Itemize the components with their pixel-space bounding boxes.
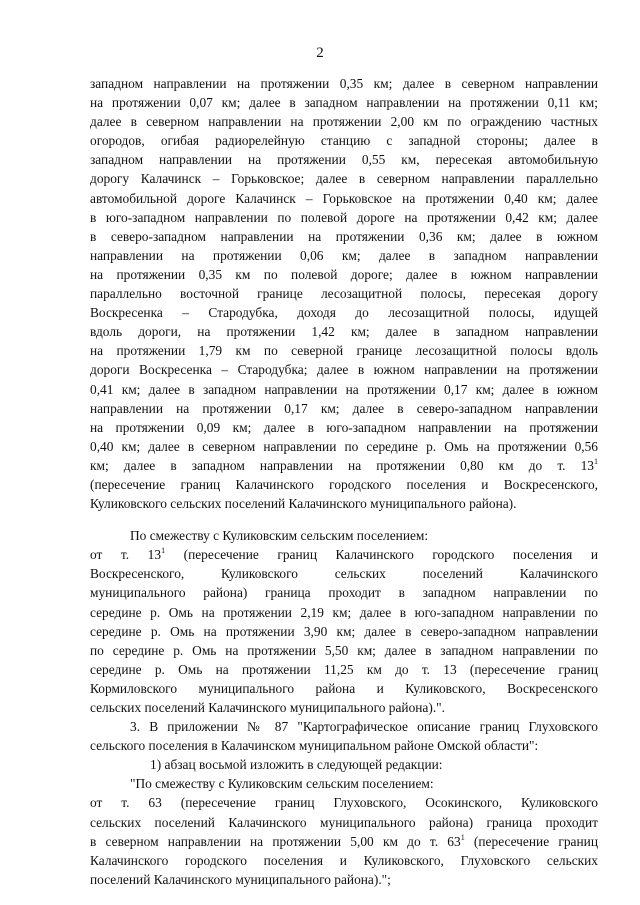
text-line-content: Куликовского сельских поселений Калачинского муниципального района). bbox=[90, 496, 517, 512]
text-line-content: 3. В приложении № 87 "Картографическое описание границ Глуховского bbox=[130, 719, 598, 735]
text-line bbox=[90, 717, 598, 736]
document-body bbox=[90, 74, 598, 889]
text-line-content: на протяжении 1,79 км по северной границе лесозащитной полосы вдоль bbox=[90, 343, 598, 359]
text-line-content: на протяжении 0,09 км; далее в юго-западном направлении на протяжении bbox=[90, 419, 598, 435]
text-line bbox=[90, 622, 598, 641]
text-line-content: "По смежеству с Куликовским сельским поселением: bbox=[130, 776, 434, 792]
text-line-content: км; далее в западном направлении на протяжении 0,80 км до т. 13 bbox=[90, 457, 594, 473]
text-line bbox=[90, 526, 598, 545]
text-line-content: Воскресенского, Куликовского сельских поселений Калачинского bbox=[90, 566, 598, 582]
text-line-content: середине р. Омь на протяжении 2,19 км; далее в юго-западном направлении по bbox=[90, 604, 598, 620]
text-line bbox=[90, 360, 598, 379]
text-line-content: дороги Воскресенка – Стародубка; далее в южном направлении на протяжении bbox=[90, 362, 598, 378]
text-line bbox=[90, 456, 598, 475]
text-line bbox=[90, 227, 598, 246]
text-line bbox=[90, 755, 598, 774]
text-line bbox=[90, 131, 598, 150]
text-line bbox=[90, 545, 598, 564]
text-line-content: на протяжении 0,07 км; далее в западном направлении на протяжении 0,11 км; bbox=[90, 95, 598, 111]
text-line bbox=[90, 380, 598, 399]
text-line-continuation: (пересечение границ Калачинского городского поселения и bbox=[165, 547, 599, 563]
text-line bbox=[90, 494, 598, 513]
text-line-content: в юго-западном направлении по полевой дороге на протяжении 0,42 км; далее bbox=[90, 209, 598, 225]
text-line-content: в северо-западном направлении на протяжении 0,36 км; далее в южном bbox=[90, 228, 598, 244]
text-line bbox=[90, 583, 598, 602]
text-line-content: по середине р. Омь на протяжении 5,50 км; далее в западном направлении по bbox=[90, 642, 598, 658]
superscript-mark: 1 bbox=[161, 546, 166, 556]
text-line bbox=[90, 399, 598, 418]
text-line-content: далее в северном направлении на протяжении 2,00 км по ограждению частных bbox=[90, 114, 598, 130]
text-line bbox=[90, 641, 598, 660]
page-number: 2 bbox=[316, 45, 324, 61]
superscript-mark: 1 bbox=[594, 456, 598, 466]
text-line bbox=[90, 322, 598, 341]
text-line-content: сельских поселений Калачинского муниципального района) граница проходит bbox=[90, 814, 598, 830]
text-line-content: 0,40 км; далее в северном направлении по середине р. Омь на протяжении 0,56 bbox=[90, 438, 598, 454]
text-line bbox=[90, 793, 598, 812]
text-line-content: направлении на протяжении 0,17 км; далее в северо-западном направлении bbox=[90, 400, 598, 416]
text-line-content: вдоль дороги, на протяжении 1,42 км; далее в западном направлении bbox=[90, 324, 598, 340]
text-line bbox=[90, 303, 598, 322]
text-line bbox=[90, 679, 598, 698]
text-line-content: западном направлении на протяжении 0,55 км, пересекая автомобильную bbox=[90, 152, 598, 168]
text-line bbox=[90, 284, 598, 303]
text-line-content: на протяжении 0,35 км по полевой дороге; далее в южном направлении bbox=[90, 266, 598, 282]
text-line-content: в северном направлении на протяжении 5,00 км до т. 63 bbox=[90, 833, 461, 849]
text-line-content: сельского поселения в Калачинском муниципальном районе Омской области": bbox=[90, 738, 539, 754]
text-line bbox=[90, 189, 598, 208]
text-line-content: По смежеству с Куликовским сельским поселением: bbox=[130, 528, 429, 544]
text-line-content: от т. 63 (пересечение границ Глуховского, Осокинского, Куликовского bbox=[90, 795, 598, 811]
text-line bbox=[90, 150, 598, 169]
text-line-content: 1) абзац восьмой изложить в следующей редакции: bbox=[150, 757, 443, 773]
text-line-continuation: (пересечение границ bbox=[464, 833, 598, 849]
text-line-content: середине р. Омь на протяжении 11,25 км до т. 13 (пересечение границ bbox=[90, 661, 598, 677]
text-line bbox=[90, 112, 598, 131]
text-line bbox=[90, 603, 598, 622]
text-line-content: Воскресенка – Стародубка, доходя до лесозащитной полосы, идущей bbox=[90, 305, 598, 321]
paragraph-gap bbox=[90, 513, 598, 526]
text-line-content: середине р. Омь на протяжении 3,90 км; далее в северо-западном направлении bbox=[90, 623, 598, 639]
text-line-content: автомобильной дороге Калачинск – Горьковское на протяжении 0,40 км; далее bbox=[90, 190, 598, 206]
text-line bbox=[90, 341, 598, 360]
text-line bbox=[90, 832, 598, 851]
text-line-content: направлении на протяжении 0,06 км; далее в западном направлении bbox=[90, 247, 598, 263]
text-line-content: огородов, огибая радиорелейную станцию с западной стороны; далее в bbox=[90, 133, 598, 149]
text-line-content: поселений Калачинского муниципального района)."; bbox=[90, 871, 391, 887]
text-line-content: параллельно восточной границе лесозащитной полосы, пересекая дорогу bbox=[90, 286, 598, 302]
text-line bbox=[90, 736, 598, 755]
text-line-content: Кормиловского муниципального района и Куликовского, Воскресенского bbox=[90, 680, 598, 696]
text-line bbox=[90, 564, 598, 583]
text-line bbox=[90, 74, 598, 93]
text-line bbox=[90, 813, 598, 832]
text-line bbox=[90, 265, 598, 284]
text-line bbox=[90, 870, 598, 889]
text-line-content: от т. 13 bbox=[90, 547, 162, 563]
text-line bbox=[90, 208, 598, 227]
text-line bbox=[90, 93, 598, 112]
text-line bbox=[90, 246, 598, 265]
text-line-content: Калачинского городского поселения и Куликовского, Глуховского сельских bbox=[90, 852, 598, 868]
text-line bbox=[90, 698, 598, 717]
text-line bbox=[90, 169, 598, 188]
text-line bbox=[90, 774, 598, 793]
text-line-content: западном направлении на протяжении 0,35 км; далее в северном направлении bbox=[90, 76, 598, 91]
text-line bbox=[90, 851, 598, 870]
text-line-content: 0,41 км; далее в западном направлении на протяжении 0,17 км; далее в южном bbox=[90, 381, 598, 397]
text-line-content: дорогу Калачинск – Горьковское; далее в северном направлении параллельно bbox=[90, 171, 598, 187]
text-line-content: сельских поселений Калачинского муниципального района).". bbox=[90, 700, 445, 715]
superscript-mark: 1 bbox=[460, 832, 465, 842]
text-line bbox=[90, 418, 598, 437]
text-line bbox=[90, 475, 598, 494]
text-line bbox=[90, 437, 598, 456]
text-line-content: (пересечение границ Калачинского городского поселения и Воскресенского, bbox=[90, 476, 598, 492]
text-line bbox=[90, 660, 598, 679]
text-line-content: муниципального района) граница проходит в западном направлении по bbox=[90, 585, 598, 601]
